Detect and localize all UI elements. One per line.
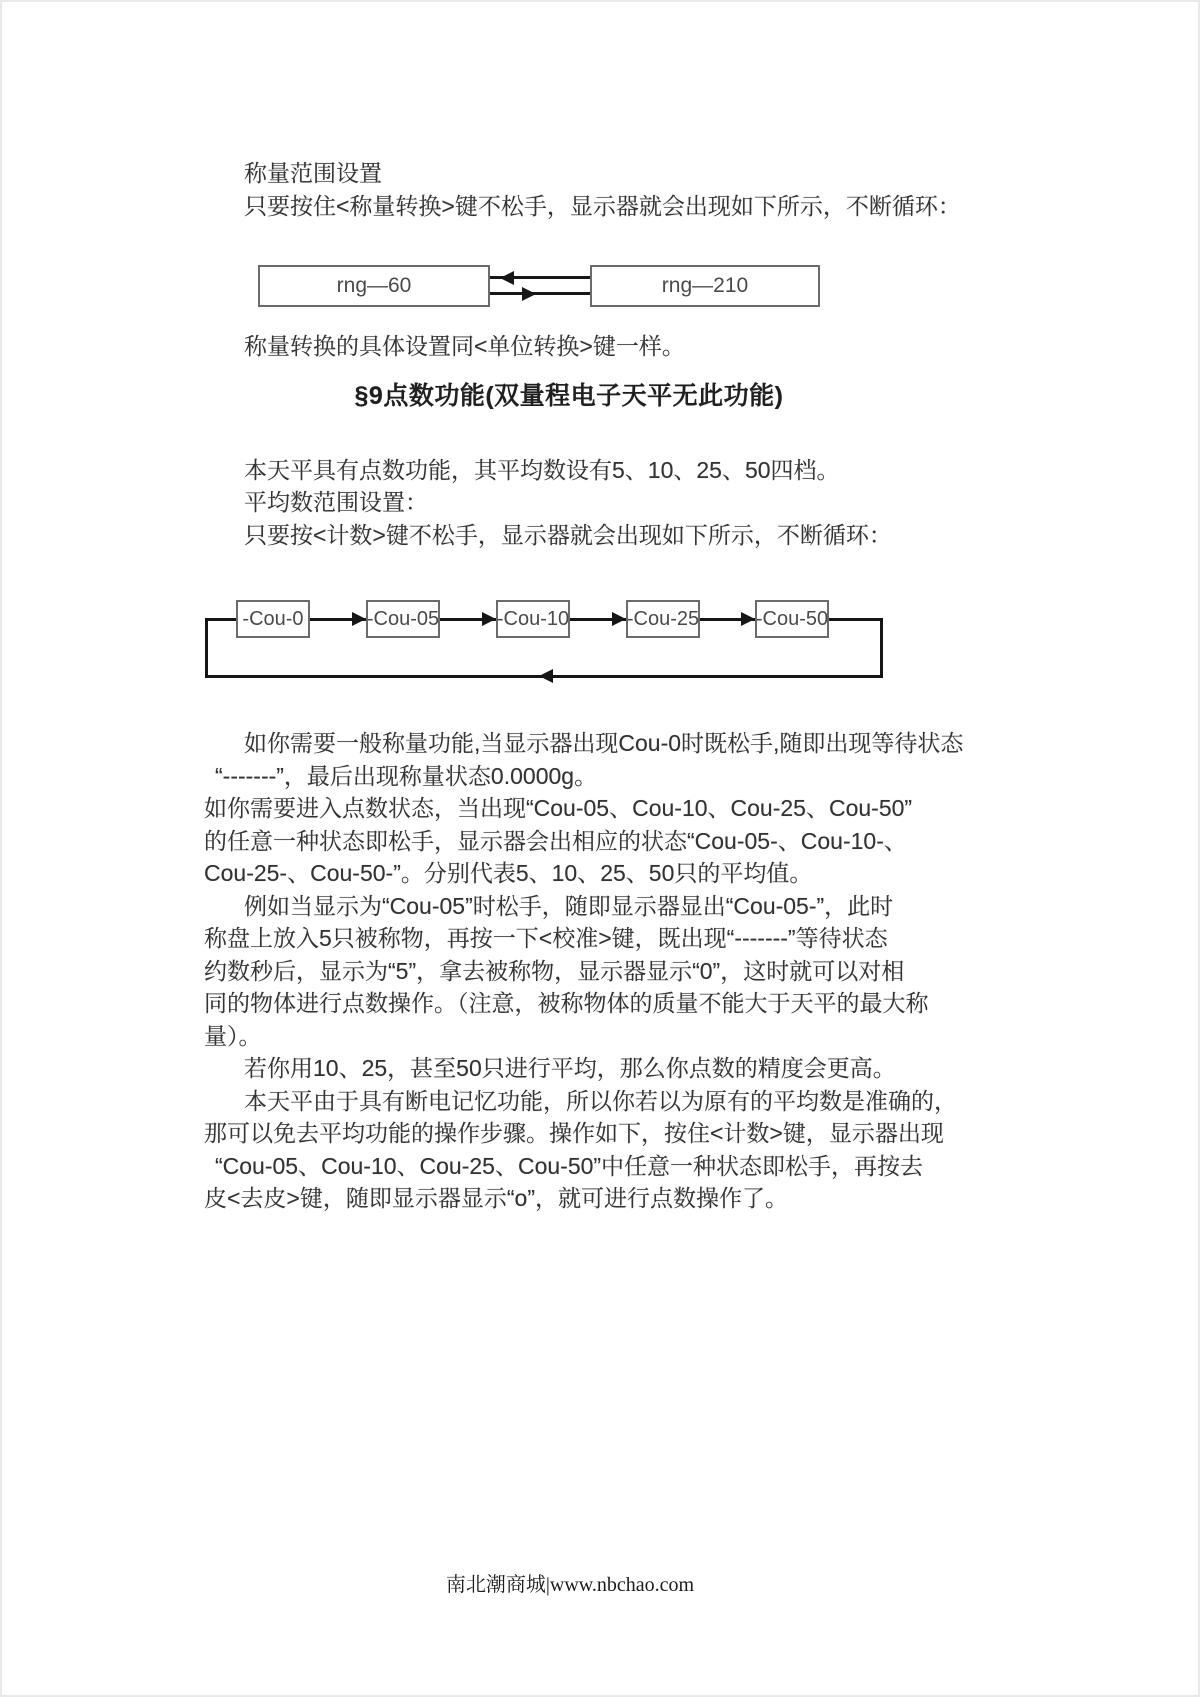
arrow-left-icon [539, 669, 553, 683]
text-line: 如你需要进入点数状态，当出现“Cou-05、Cou-10、Cou-25、Cou-50” [204, 795, 913, 821]
range-box-rng60: rng—60 [258, 265, 490, 307]
arrow-right-icon [352, 612, 366, 626]
text-line: 同的物体进行点数操作。（注意，被称物体的质量不能大于天平的最大称 [204, 990, 929, 1016]
footer-watermark: 南北潮商城|www.nbchao.com [445, 1574, 695, 1596]
text-line-counting-intro-3: 只要按<计数>键不松手，显示器就会出现如下所示，不断循环： [244, 521, 892, 548]
text-line-counting-intro-1: 本天平具有点数功能，其平均数设有5、10、25、50四档。 [244, 456, 840, 483]
count-cycle-diagram [204, 600, 934, 680]
count-box-cou0: -Cou-0 [236, 600, 310, 638]
text-line: Cou-25-、Cou-50-”。分别代表5、10、25、50只的平均值。 [204, 860, 813, 886]
arrow-right-icon [482, 612, 496, 626]
text-line: 那可以免去平均功能的操作步骤。操作如下，按住<计数>键，显示器出现 [204, 1120, 944, 1146]
text-line-counting-intro-2: 平均数范围设置： [244, 489, 428, 515]
text-line-weighing-instruction: 只要按住<称量转换>键不松手，显示器就会出现如下所示，不断循环： [244, 192, 961, 219]
text-line: 称盘上放入5只被称物，再按一下<校准>键，既出现“-------”等待状态 [204, 925, 888, 951]
loop-line-right-horizontal [829, 618, 883, 621]
loop-line-left-horizontal [205, 618, 236, 621]
section-heading: §9点数功能(双量程电子天平无此功能) [354, 381, 784, 410]
text-line: 例如当显示为“Cou-05”时松手，随即显示器显出“Cou-05-”，此时 [244, 892, 894, 919]
text-line-weighing-note: 称量转换的具体设置同<单位转换>键一样。 [244, 333, 685, 359]
text-line: 若你用10、25，甚至50只进行平均，那么你点数的精度会更高。 [244, 1055, 896, 1081]
text-line: 本天平由于具有断电记忆功能，所以你若以为原有的平均数是准确的， [244, 1087, 957, 1114]
range-cycle-diagram [204, 265, 934, 307]
count-box-cou50: -Cou-50 [755, 600, 829, 638]
range-box-rng210: rng—210 [590, 265, 820, 307]
text-line-weighing-title: 称量范围设置 [244, 160, 382, 186]
text-line: 皮<去皮>键，随即显示器显示“o”，就可进行点数操作了。 [204, 1185, 788, 1211]
arrow-right-icon [612, 612, 626, 626]
count-box-cou25: -Cou-25 [626, 600, 700, 638]
text-line: 如你需要一般称量功能,当显示器出现Cou-0时既松手,随即出现等待状态 [244, 730, 964, 756]
text-line: 约数秒后，显示为“5”，拿去被称物，显示器显示“0”，这时就可以对相 [204, 957, 905, 984]
arrow-right-icon [522, 287, 536, 301]
arrow-right-icon [741, 612, 755, 626]
loop-line-right-vertical [880, 618, 883, 678]
document-content [204, 157, 964, 1215]
arrow-left-icon [500, 271, 514, 285]
connector-line-bottom [490, 292, 590, 295]
text-line: 量）。 [204, 1022, 262, 1049]
count-box-cou05: -Cou-05 [366, 600, 440, 638]
loop-line-left-vertical [205, 618, 208, 678]
text-line: “-------”，最后出现称量状态0.0000g。 [215, 762, 598, 789]
count-box-cou10: -Cou-10 [496, 600, 570, 638]
text-line: “Cou-05、Cou-10、Cou-25、Cou-50”中任意一种状态即松手，再按去 [215, 1152, 924, 1179]
text-line: 的任意一种状态即松手，显示器会出相应的状态“Cou-05-、Cou-10-、 [204, 827, 907, 854]
